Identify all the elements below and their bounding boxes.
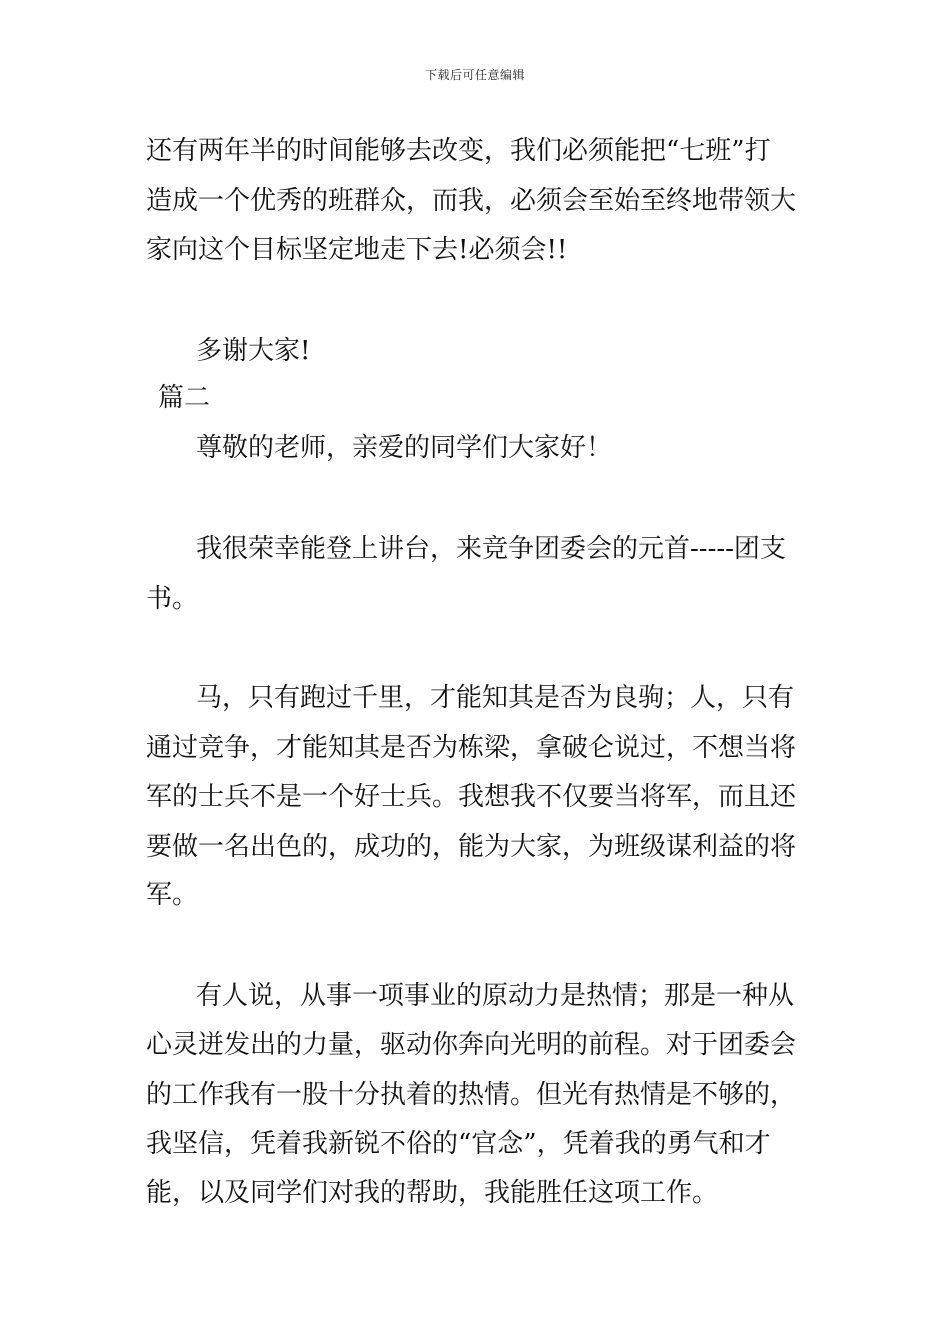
p2-line-1: 多谢大家! — [196, 336, 311, 366]
p4-line-2: 书。 — [146, 584, 199, 614]
p5-line-3: 军的士兵不是一个好士兵。我想我不仅要当将军，而且还 — [146, 782, 797, 812]
p6-line-4: 我坚信，凭着我新锐不俗的“官念”，凭着我的勇气和才 — [146, 1129, 771, 1159]
p6-line-1: 有人说，从事一项事业的原动力是热情；那是一种从 — [196, 981, 795, 1011]
p5-line-2: 通过竞争，才能知其是否为栋梁，拿破仑说过，不想当将 — [146, 733, 797, 763]
p1-line-1: 还有两年半的时间能够去改变，我们必须能把“七班”打 — [146, 136, 771, 166]
p6-line-2: 心灵迸发出的力量，驱动你奔向光明的前程。对于团委会 — [146, 1030, 797, 1060]
page-header: 下载后可任意编辑 — [424, 68, 525, 82]
p1-line-3: 家向这个目标坚定地走下去!必须会!! — [146, 235, 568, 265]
p5-line-5: 军。 — [146, 880, 199, 910]
p6-line-3: 的工作我有一股十分执着的热情。但光有热情是不够的， — [146, 1080, 797, 1110]
p3-line-1: 尊敬的老师，亲爱的同学们大家好！ — [196, 433, 613, 463]
p4-line-1: 我很荣幸能登上讲台，来竞争团委会的元首-----团支 — [196, 534, 786, 564]
p1-line-2: 造成一个优秀的班群众，而我，必须会至始至终地带领大 — [146, 186, 797, 216]
p5-line-1: 马，只有跑过千里，才能知其是否为良驹；人，只有 — [196, 683, 795, 713]
p6-line-5: 能，以及同学们对我的帮助，我能胜任这项工作。 — [146, 1178, 719, 1208]
p5-line-4: 要做一名出色的，成功的，能为大家，为班级谋利益的将 — [146, 832, 797, 862]
section-title: 篇二 — [158, 383, 211, 413]
